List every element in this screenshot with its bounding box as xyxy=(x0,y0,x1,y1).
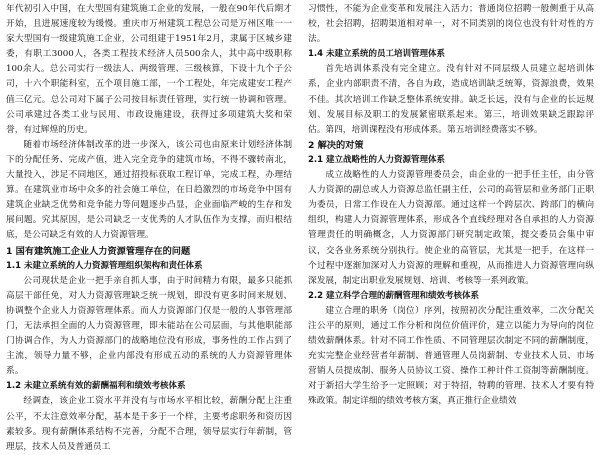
paragraph: 年代初引入中国，在大型国有建筑施工企业的发展，一般在90年代后期才开始，且进展速度较为缓慢。重庆市万州建筑工程总公司是万州区唯一一家大型国有一级建筑施工企业，公司组建于1951年2月，隶属于区城乡建委，有职工3000人，各类工程技术经济人员500余人，其中高中级职称100余人。总公司实行一级法人、两级管理、三级核算，下设十九个子公司，十六个职能科室，五个项目施工部，一个工程处，年完成建安工程产值三亿元。总公司对下属子公司按目标责任管理，实行统一协调和管理。公司承建过各类工业与民用、市政设施建设，获得过多项建筑大奖和荣誉，有过辉煌的历史。 xyxy=(6,4,292,135)
section-heading: 2.1 建立战略性的人力资源管理体系 xyxy=(308,154,446,165)
paragraph: 经调查，该企业工资水平并没有与市场水平相比较，薪酬分配上注重公平，不太注意效率分配，基本是千多于一个样，主要考虑职务和资历因素较多。现有薪酬体系结构不完善，分配不合理，领导层实行年薪制，管理层，技术人员及普通员工 xyxy=(6,396,292,452)
section-heading: 1.4 未建立系统的员工培训管理体系 xyxy=(308,49,446,60)
paragraph: 成立战略性的人力资源管理委员会，由企业的一把手任主任，由分管人力资源的副总或人力资源总监任副主任，公司的高管层和业务部门正职为委员，日常工作设在人力资源部。通过这样一个跨层次、跨部门的横向组织，构建人力资源管理体系，形成各个直线经理对各自承担的人力资源管理责任的明确概念，人力资源部门研究制定政策，提交委员会集中审议，交各业务系统分别执行。使企业的高管层，尤其是一把手，在这样一个过程中逐渐加深对人力资源的理解和重视，从而推进人力资源管理向纵深发展，制定出职业发展规划、培训、考核等一系列政策。 xyxy=(308,170,594,286)
section-heading: 2.2 建立科学合理的薪酬管理和绩效考核体系 xyxy=(308,290,480,301)
paragraph: 随着市场经济体制改革的进一步深入，该公司也由原来计划经济体制下的分配任务、完成产值，进入完全竞争的建筑市场，不得不骤转南北，大量投入，涉足不同地区，通过招投标获取工程订单，完成工程，办理结算。在建筑业市场中众多的社会施工单位，在日趋激烈的市场竞争中国有建筑企业缺乏优势和竞争能力等问题逐步凸显，企业面临严峻的生存和发展问题。究其原因，是公司缺乏一支优秀的人才队伍作为支撑，而归根结底，是公司缺乏有效的人力资源管理。 xyxy=(6,139,292,241)
right-column xyxy=(308,2,594,410)
section-heading: 1 国有建筑施工企业人力资源管理存在的问题 xyxy=(6,245,191,257)
paragraph: 习惯性，不能为企业变革和发展注入活力；普通岗位招聘一般侧重于从高校，社会招聘，招聘渠道相对单一，对不同类别的岗位也没有针对性的方法。 xyxy=(308,4,594,45)
paragraph: 公司现状是企业一把手亲自抓人事，由于时间精力有限，最多只能抓高层干部任免，对人力资源管理缺乏统一规划，即没有更多时间来规划、协调整个企业人力资源管理体系。而人力资源部门仅是一般的人事管理部门，无法承担全面的人力资源管理，即未能站在公司层面，与其他职能部门协调合作，为人力资源部门的战略地位没有形成，事务性的工作占到了主流，领导力量不够，企业内部没有形成五动的系统的人力资源管理体系。 xyxy=(6,275,292,377)
section-heading: 2 解决的对策 xyxy=(308,139,364,151)
paragraph: 首先培训体系没有完全建立。没有针对不同层级人员建立起培训体系，企业内部职责不清，各自为政，造成培训缺乏统筹，资源浪费，效果不佳。其次培训工作缺乏整体系统安排。缺乏长远，没有与企业的长远规划、发展目标及职工的发展紧密联系起来。第三，培训效果缺乏跟踪评估。第四，培训课程没有形成体系。第五培训经费落实不够。 xyxy=(308,64,594,135)
paragraph: 建立合理的职务（岗位）序列，按照初次分配注重效率，二次分配关注公平的原则，通过工作分析和岗位价值评价，建立以能力为导向的岗位绩效薪酬体系。针对不同工作性质、不同管理层次制定不同的薪酬制度，充实完整企业经营者年薪制、普通管理人员岗薪制、专业技术人员、市场营销人员提成制、服务人员协议工资、操作工种计件工资制等薪酬制度。对于新招大学生给予一定照顾；对于特招，特聘的管理、技术人才要有特殊政策。制定详细的绩效考核方案，真正推行企业绩效 xyxy=(308,305,594,407)
left-column xyxy=(6,2,292,455)
section-heading: 1.1 未建立系统的人力资源管理组织架构和责任体系 xyxy=(6,260,203,271)
section-heading: 1.2 未建立系统有效的薪酬福利和绩效考核体系 xyxy=(6,381,186,392)
